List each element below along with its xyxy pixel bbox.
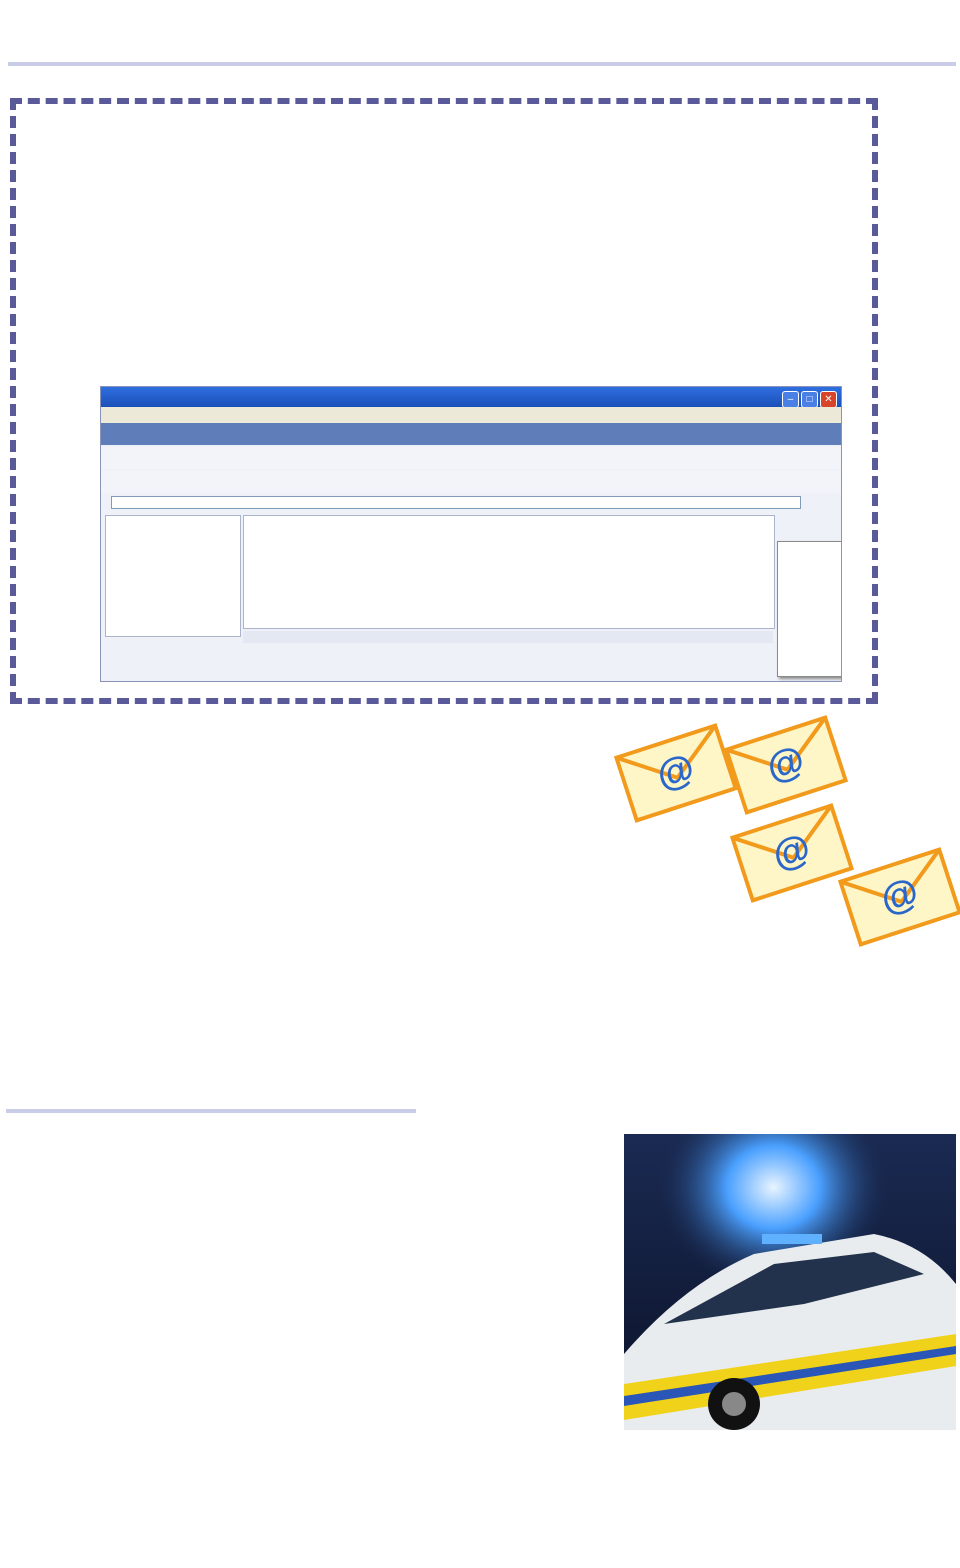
- envelope-icon: [614, 723, 738, 823]
- police-car-photo: [624, 1134, 956, 1430]
- context-menu: [777, 541, 842, 677]
- tabbar: [101, 423, 841, 445]
- svg-text:@: @: [875, 870, 924, 922]
- groupwise-screenshot: [100, 386, 842, 682]
- statusbar: [243, 631, 773, 643]
- undran-answer: [6, 1292, 618, 1319]
- menubar: [101, 407, 841, 423]
- svg-text:@: @: [651, 746, 700, 798]
- svg-text:@: @: [767, 826, 816, 878]
- close-icon[interactable]: ✕: [820, 391, 837, 408]
- toolbar-primary: [101, 447, 841, 469]
- maximize-icon[interactable]: □: [801, 391, 818, 408]
- top-rule: [8, 62, 956, 66]
- dotted-divider: [302, 1434, 682, 1446]
- window-buttons: [780, 389, 837, 409]
- envelope-icon: [838, 847, 960, 947]
- folder-tree: [105, 515, 241, 637]
- minimize-icon[interactable]: –: [782, 391, 799, 408]
- view-selector: [105, 495, 825, 511]
- window-titlebar: [101, 387, 841, 407]
- toolbar-secondary: [101, 471, 841, 493]
- section-divider: [6, 1109, 416, 1113]
- decorative-dots: [882, 6, 922, 216]
- message-list: [243, 515, 775, 629]
- svg-text:@: @: [761, 738, 810, 790]
- view-select[interactable]: [111, 496, 801, 509]
- envelope-icon: [730, 803, 854, 903]
- envelope-icon: [724, 715, 848, 815]
